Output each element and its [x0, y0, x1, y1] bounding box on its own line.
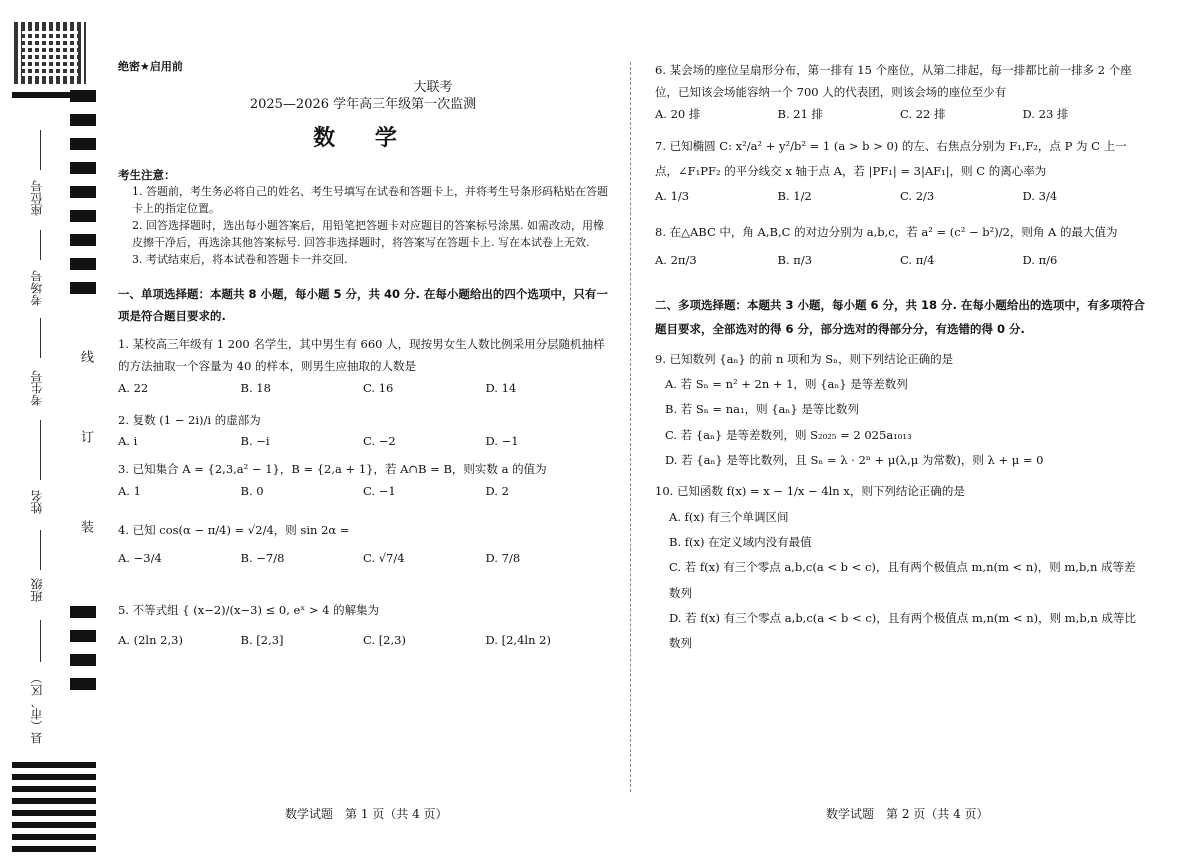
option-c: C. 2/3	[900, 189, 935, 204]
question-text: 6. 某会场的座位呈扇形分布，第一排有 15 个座位，从第二排起，每一排都比前一排多 2 个座位，已知该会场能容纳一个 700 人的代表团，则该会场的座位至少有	[655, 63, 1132, 99]
option-c: C. π/4	[900, 253, 935, 268]
option-a: A. 20 排	[655, 106, 701, 121]
page-2	[655, 60, 1145, 656]
options	[118, 481, 608, 503]
option-a: A. 22	[118, 380, 149, 395]
question-text: 2. 复数 (1 − 2i)/i 的虚部为	[118, 412, 261, 427]
options	[655, 104, 1145, 126]
question-text: 9. 已知数列 {aₙ} 的前 n 项和为 Sₙ，则下列结论正确的是	[655, 351, 954, 366]
room-line	[40, 230, 41, 260]
option-d: D. 14	[485, 380, 517, 395]
question-4	[118, 517, 608, 572]
option-b: B. 18	[240, 380, 271, 395]
option-a: A. 2π/3	[655, 253, 697, 268]
option-a: A. (2ln 2,3)	[118, 633, 183, 648]
question-text: 4. 已知 cos(α − π/4) = √2/4，则 sin 2α =	[118, 522, 350, 537]
question-6	[655, 60, 1145, 126]
barcode-strip	[70, 90, 96, 755]
question-5	[118, 596, 608, 656]
option-d: D. [2,4ln 2)	[485, 633, 551, 648]
option-d: D. 7/8	[485, 550, 521, 565]
county-label: 县（市、区）	[30, 672, 44, 744]
options	[655, 247, 1145, 275]
page-1-footer: 数学试题 第 1 页（共 4 页）	[285, 807, 448, 821]
question-text: 3. 已知集合 A = {2,3,a² − 1}，B = {2,a + 1}，若 A∩B = B，则实数 a 的值为	[118, 462, 547, 477]
qr-code	[14, 22, 86, 84]
seat-line	[40, 130, 41, 170]
option-a: A. i	[118, 434, 138, 449]
bind-pack-text: 装	[78, 520, 93, 533]
question-1	[118, 334, 608, 400]
option-d: D. 2	[485, 484, 509, 499]
option-d: D. 若 f(x) 有三个零点 a,b,c(a < b < c)，且有两个极值点 m,n(m < n)，则 m,b,n 成等比数列	[669, 610, 1136, 651]
name-line	[40, 420, 41, 480]
option-c: C. −2	[363, 434, 396, 449]
page-2-footer: 数学试题 第 2 页（共 4 页）	[826, 807, 989, 821]
student-no-label: 考生号	[30, 370, 44, 406]
bind-line-text: 线	[78, 350, 93, 363]
question-text: 10. 已知函数 f(x) = x − 1/x − 4ln x，则下列结论正确的是	[655, 484, 965, 499]
question-7	[655, 134, 1145, 210]
page-1	[118, 60, 608, 656]
exam-title: 大联考	[413, 79, 453, 95]
option-d: D. π/6	[1022, 253, 1058, 268]
option-c: C. 22 排	[900, 106, 946, 121]
option-d: D. 23 排	[1022, 106, 1069, 121]
notice-title: 考生注意：	[118, 167, 176, 182]
options	[118, 626, 608, 656]
option-b: B. 1/2	[777, 189, 812, 204]
name-label: 姓名	[30, 490, 44, 514]
option-a: A. 1/3	[655, 189, 690, 204]
seat-label: 座位号	[30, 180, 44, 216]
section-2-heading: 二、多项选择题：本题共 3 小题，每小题 6 分，共 18 分. 在每小题给出的选项中，有多项符合题目要求，全部选对的得 6 分，部分选对的得部分分，有选错的得 0 分.	[655, 297, 1145, 336]
option-b: B. 0	[240, 484, 264, 499]
option-b: B. π/3	[777, 253, 813, 268]
option-a: A. f(x) 有三个单调区间	[669, 509, 789, 524]
option-c: C. √7/4	[363, 550, 405, 565]
class-label: 班级	[30, 578, 44, 602]
question-3	[118, 459, 608, 503]
secret-mark: 绝密★启用前	[118, 60, 183, 73]
option-b: B. f(x) 在定义域内没有最值	[669, 534, 812, 549]
question-text: 1. 某校高三年级有 1 200 名学生，其中男生有 660 人，现按男女生人数比例采用分层随机抽样的方法抽取一个容量为 40 的样本，则男生应抽取的人数是	[118, 337, 605, 373]
option-b: B. 若 Sₙ = na₁，则 {aₙ} 是等比数列	[665, 402, 859, 417]
option-a: A. 1	[118, 484, 141, 499]
question-8	[655, 219, 1145, 274]
bind-staple-text: 订	[78, 430, 93, 443]
notice-item: 2. 回答选择题时，选出每小题答案后，用铅笔把答题卡对应题目的答案标号涂黑. 如需改动，用橡皮擦干净后，再选涂其他答案标号. 回答非选择题时，将答案写在答题卡上. 写在本试卷上无效.	[132, 219, 604, 250]
option-c: C. −1	[363, 484, 396, 499]
question-text: 5. 不等式组 { (x−2)/(x−3) ≤ 0, eˣ > 4 的解集为	[118, 603, 380, 618]
question-text: 8. 在△ABC 中，角 A,B,C 的对边分别为 a,b,c，若 a² = (c² − b²)/2，则角 A 的最大值为	[655, 225, 1118, 240]
option-d: D. −1	[485, 434, 519, 449]
options	[118, 378, 608, 400]
option-b: B. [2,3]	[240, 633, 284, 648]
option-c: C. 16	[363, 380, 394, 395]
notice-list	[118, 183, 608, 268]
option-d: D. 若 {aₙ} 是等比数列，且 Sₙ = λ · 2ⁿ + μ(λ,μ 为常数)，则 λ + μ = 0	[665, 453, 1044, 468]
page-divider	[630, 62, 632, 792]
option-a: A. −3/4	[118, 550, 162, 565]
notice-item: 1. 答题前，考生务必将自己的姓名、考生号填写在试卷和答题卡上，并将考生号条形码粘贴在答题卡上的指定位置。	[132, 185, 608, 216]
class-line	[40, 530, 41, 570]
question-10	[655, 479, 1145, 656]
option-b: B. 21 排	[777, 106, 824, 121]
county-line	[40, 620, 41, 662]
option-c: C. [2,3)	[363, 633, 406, 648]
question-text: 7. 已知椭圆 C: x²/a² + y²/b² = 1 (a > b > 0) 的左、右焦点分别为 F₁,F₂，点 P 为 C 上一点，∠F₁PF₂ 的平分线交 x 轴于点 A，若 |PF₁| = 3|AF₁|，则 C 的离心率为	[655, 138, 1127, 178]
option-c: C. 若 f(x) 有三个零点 a,b,c(a < b < c)，且有两个极值点 m,n(m < n)，则 m,b,n 成等差数列	[669, 560, 1136, 600]
option-a: A. 若 Sₙ = n² + 2n + 1，则 {aₙ} 是等差数列	[665, 377, 908, 392]
subject-title: 数 学	[313, 125, 413, 151]
barcode-bottom	[12, 762, 96, 858]
options	[655, 184, 1145, 209]
student-no-line	[40, 318, 41, 358]
options	[118, 431, 608, 453]
option-d: D. 3/4	[1022, 189, 1058, 204]
question-2	[118, 410, 608, 454]
notice-item: 3. 考试结束后，将本试卷和答题卡一并交回.	[132, 253, 348, 267]
option-b: B. −i	[240, 434, 270, 449]
option-c: C. 若 {aₙ} 是等差数列，则 S₂₀₂₅ = 2 025a₁₀₁₃	[665, 427, 912, 442]
section-1-heading: 一、单项选择题：本题共 8 小题，每小题 5 分，共 40 分. 在每小题给出的四个选项中，只有一项是符合题目要求的.	[118, 287, 608, 324]
options	[118, 545, 608, 573]
question-9	[655, 347, 1145, 473]
exam-subtitle: 2025—2026 学年高三年级第一次监测	[249, 97, 477, 113]
option-b: B. −7/8	[240, 550, 285, 565]
room-label: 考场号	[30, 270, 44, 306]
